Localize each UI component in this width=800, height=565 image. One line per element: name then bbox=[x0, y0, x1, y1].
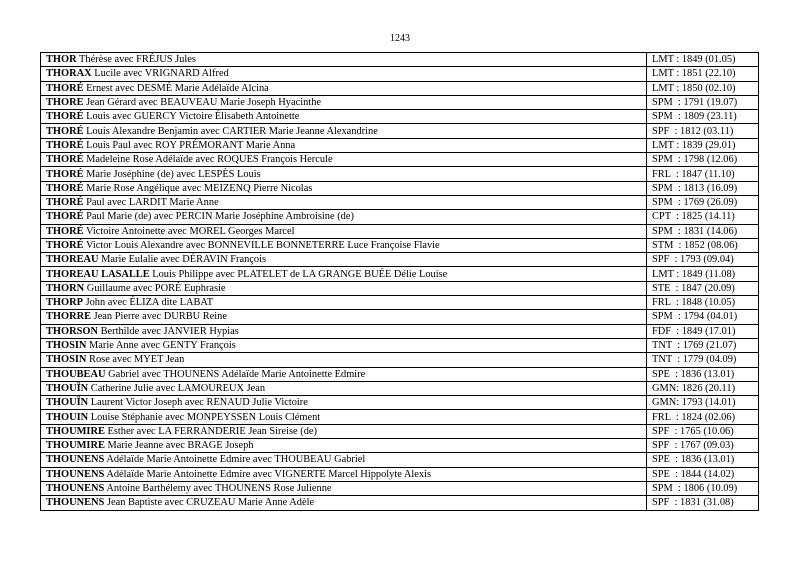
entry-details: Marie Anne avec GENTY François bbox=[89, 340, 236, 352]
entry-reference: TNT : 1769 (21.07) bbox=[647, 338, 759, 352]
table-row bbox=[41, 310, 759, 324]
entry-reference: SPM : 1831 (14.06) bbox=[647, 224, 759, 238]
entry-details: Louise Stéphanie avec MONPEYSSEN Louis Clément bbox=[90, 411, 321, 423]
entry-details: Thérèse avec FRÉJUS Jules bbox=[79, 54, 196, 66]
entry-reference: SPM : 1794 (04.01) bbox=[647, 310, 759, 324]
entry-names-cell bbox=[41, 496, 647, 510]
entry-details: Catherine Julie avec LAMOUREUX Jean bbox=[90, 382, 266, 394]
entry-details: Paul Marie (de) avec PERCIN Marie Joséphine Ambroisine (de) bbox=[86, 211, 354, 223]
entry-names-cell bbox=[41, 81, 647, 95]
entry-details: Ernest avec DESMÉ Marie Adélaïde Alcina bbox=[86, 82, 269, 94]
entry-names-cell bbox=[41, 267, 647, 281]
table-row bbox=[41, 67, 759, 81]
table-row bbox=[41, 381, 759, 395]
entry-reference: STM : 1852 (08.06) bbox=[647, 238, 759, 252]
table-row bbox=[41, 439, 759, 453]
table-row bbox=[41, 238, 759, 252]
entry-names-cell bbox=[41, 324, 647, 338]
entry-surname: THOUÏN bbox=[46, 382, 89, 394]
entry-names-cell bbox=[41, 153, 647, 167]
register-rows bbox=[41, 53, 759, 511]
entry-names-cell bbox=[41, 453, 647, 467]
entry-surname: THOUMIRE bbox=[46, 425, 105, 437]
entry-details: Lucile avec VRIGNARD Alfred bbox=[94, 68, 229, 80]
entry-reference: SPF : 1793 (09.04) bbox=[647, 253, 759, 267]
entry-reference: STE : 1847 (20.09) bbox=[647, 281, 759, 295]
entry-names-cell bbox=[41, 53, 647, 67]
entry-details: Jean Pierre avec DURBU Reine bbox=[93, 311, 227, 323]
entry-details: Laurent Victor Joseph avec RENAUD Julie Victoire bbox=[90, 397, 308, 409]
table-row bbox=[41, 367, 759, 381]
table-row bbox=[41, 110, 759, 124]
entry-reference: LMT : 1850 (02.10) bbox=[647, 81, 759, 95]
entry-surname: THOUMIRE bbox=[46, 440, 105, 452]
table-row bbox=[41, 153, 759, 167]
entry-surname: THORRE bbox=[46, 311, 92, 323]
table-row bbox=[41, 53, 759, 67]
table-row bbox=[41, 181, 759, 195]
entry-names-cell bbox=[41, 367, 647, 381]
entry-details: Victor Louis Alexandre avec BONNEVILLE BONNETERRE Luce Françoise Flavie bbox=[85, 240, 440, 251]
entry-reference: LMT : 1851 (22.10) bbox=[647, 67, 759, 81]
entry-details: Paul avec LARDIT Marie Anne bbox=[86, 197, 219, 209]
entry-details: Marie Joséphine (de) avec LESPÈS Louis bbox=[86, 168, 261, 180]
entry-reference: FRL : 1824 (02.06) bbox=[647, 410, 759, 424]
entry-surname: THOREAU LASALLE bbox=[46, 268, 150, 280]
entry-surname: THORÉ bbox=[46, 168, 84, 180]
entry-surname: THOUNENS bbox=[46, 483, 105, 495]
entry-names-cell bbox=[41, 467, 647, 481]
entry-surname: THORÉ bbox=[46, 197, 84, 209]
entry-names-cell bbox=[41, 95, 647, 109]
table-row bbox=[41, 281, 759, 295]
entry-names-cell bbox=[41, 439, 647, 453]
entry-surname: THORÉ bbox=[46, 225, 84, 237]
entry-reference: LMT : 1849 (11.08) bbox=[647, 267, 759, 281]
entry-surname: THORP bbox=[46, 297, 83, 309]
entry-reference: SPE : 1844 (14.02) bbox=[647, 467, 759, 481]
entry-reference: SPF : 1765 (10.06) bbox=[647, 424, 759, 438]
entry-reference: SPM : 1813 (16.09) bbox=[647, 181, 759, 195]
entry-reference: SPE : 1836 (13.01) bbox=[647, 367, 759, 381]
entry-details: Marie Rose Angélique avec MEIZENQ Pierre Nicolas bbox=[86, 182, 313, 194]
entry-surname: THORÉ bbox=[46, 82, 84, 94]
entry-details: Victoire Antoinette avec MOREL Georges Marcel bbox=[85, 225, 295, 237]
table-row bbox=[41, 224, 759, 238]
entry-surname: THORE bbox=[46, 97, 84, 109]
table-row bbox=[41, 138, 759, 152]
entry-details: Jean Baptiste avec CRUZEAU Marie Anne Adèle bbox=[106, 497, 315, 509]
table-row bbox=[41, 410, 759, 424]
entry-reference: SPM : 1791 (19.07) bbox=[647, 95, 759, 109]
entry-reference: FDF : 1849 (17.01) bbox=[647, 324, 759, 338]
entry-surname: THORÉ bbox=[46, 211, 84, 223]
entry-details: Guillaume avec PORÉ Euphrasie bbox=[86, 282, 226, 294]
entry-reference: LMT : 1849 (01.05) bbox=[647, 53, 759, 67]
table-row bbox=[41, 496, 759, 510]
entry-details: Berthilde avec JANVIER Hypias bbox=[100, 325, 239, 337]
table-row bbox=[41, 167, 759, 181]
entry-surname: THOSIN bbox=[46, 354, 87, 366]
table-row bbox=[41, 338, 759, 352]
entry-details: Antoine Barthélemy avec THOUNENS Rose Julienne bbox=[106, 483, 332, 495]
page-number: 1243 bbox=[390, 33, 410, 44]
entry-details: Louis Philippe avec PLATELET de LA GRANGE BUÉE Délie Louise bbox=[152, 268, 448, 280]
entry-surname: THOUNENS bbox=[46, 468, 105, 480]
entry-details: Marie Jeanne avec BRAGE Joseph bbox=[107, 440, 254, 452]
entry-surname: THORÉ bbox=[46, 240, 84, 251]
entry-reference: FRL : 1847 (11.10) bbox=[647, 167, 759, 181]
entry-details: Adélaïde Marie Antoinette Edmire avec THOUBEAU Gabriel bbox=[106, 454, 366, 466]
entry-reference: SPF : 1767 (09.03) bbox=[647, 439, 759, 453]
entry-names-cell bbox=[41, 481, 647, 495]
entry-surname: THOREAU bbox=[46, 254, 99, 266]
table-row bbox=[41, 424, 759, 438]
entry-reference: SPM : 1798 (12.06) bbox=[647, 153, 759, 167]
entry-reference: FRL : 1848 (10.05) bbox=[647, 296, 759, 310]
entry-surname: THORN bbox=[46, 282, 85, 294]
entry-names-cell bbox=[41, 281, 647, 295]
entry-names-cell bbox=[41, 338, 647, 352]
entry-details: Adélaïde Marie Antoinette Edmire avec VIGNERTE Marcel Hippolyte Alexis bbox=[106, 468, 432, 480]
entry-names-cell bbox=[41, 167, 647, 181]
entry-surname: THORÉ bbox=[46, 111, 84, 123]
entry-reference: TNT : 1779 (04.09) bbox=[647, 353, 759, 367]
entry-names-cell bbox=[41, 381, 647, 395]
entry-reference: SPM : 1809 (23.11) bbox=[647, 110, 759, 124]
entry-surname: THOUNENS bbox=[46, 497, 105, 509]
entry-details: Louis Paul avec ROY PRÉMORANT Marie Anna bbox=[86, 139, 296, 151]
entry-reference: CPT : 1825 (14.11) bbox=[647, 210, 759, 224]
entry-surname: THOUIN bbox=[46, 411, 89, 423]
entry-surname: THORSON bbox=[46, 325, 98, 337]
table-row bbox=[41, 195, 759, 209]
entry-reference: SPE : 1836 (13.01) bbox=[647, 453, 759, 467]
entry-names-cell bbox=[41, 424, 647, 438]
entry-names-cell bbox=[41, 410, 647, 424]
entry-surname: THOUÏN bbox=[46, 397, 89, 409]
table-row bbox=[41, 353, 759, 367]
entry-names-cell bbox=[41, 181, 647, 195]
entry-names-cell bbox=[41, 210, 647, 224]
entry-reference: SPF : 1812 (03.11) bbox=[647, 124, 759, 138]
entry-names-cell bbox=[41, 138, 647, 152]
table-row bbox=[41, 81, 759, 95]
entry-details: John avec ÉLIZA dite LABAT bbox=[85, 297, 214, 309]
entry-surname: THOR bbox=[46, 54, 77, 66]
entry-reference: LMT : 1839 (29.01) bbox=[647, 138, 759, 152]
entry-names-cell bbox=[41, 396, 647, 410]
entry-details: Rose avec MYET Jean bbox=[89, 354, 185, 366]
entry-reference: GMN: 1826 (20.11) bbox=[647, 381, 759, 395]
entry-reference: SPM : 1806 (10.09) bbox=[647, 481, 759, 495]
entry-surname: THOSIN bbox=[46, 340, 87, 352]
entry-names-cell bbox=[41, 310, 647, 324]
table-row bbox=[41, 124, 759, 138]
table-row bbox=[41, 481, 759, 495]
entry-names-cell bbox=[41, 124, 647, 138]
entry-surname: THOUBEAU bbox=[46, 368, 106, 380]
table-row bbox=[41, 95, 759, 109]
entry-surname: THORÉ bbox=[46, 125, 84, 137]
entry-names-cell bbox=[41, 238, 647, 252]
entry-reference: SPF : 1831 (31.08) bbox=[647, 496, 759, 510]
entry-details: Gabriel avec THOUNENS Adélaïde Marie Antoinette Edmire bbox=[108, 368, 366, 380]
entry-details: Louis avec GUERCY Victoire Élisabeth Antoinette bbox=[86, 111, 300, 123]
entry-surname: THORÉ bbox=[46, 182, 84, 194]
table-row bbox=[41, 267, 759, 281]
entry-surname: THOUNENS bbox=[46, 454, 105, 466]
table-row bbox=[41, 210, 759, 224]
table-row bbox=[41, 253, 759, 267]
entry-names-cell bbox=[41, 67, 647, 81]
entry-reference: SPM : 1769 (26.09) bbox=[647, 195, 759, 209]
entry-reference: GMN: 1793 (14.01) bbox=[647, 396, 759, 410]
entry-details: Marie Eulalie avec DÉRAVIN François bbox=[101, 254, 267, 266]
table-row bbox=[41, 296, 759, 310]
entry-surname: THORAX bbox=[46, 68, 92, 80]
entry-details: Madeleine Rose Adélaïde avec ROQUES François Hercule bbox=[86, 154, 333, 166]
entry-surname: THORÉ bbox=[46, 139, 84, 151]
table-row bbox=[41, 467, 759, 481]
entry-names-cell bbox=[41, 224, 647, 238]
entry-details: Esther avec LA FERRANDERIE Jean Sireise (de) bbox=[107, 425, 317, 437]
entry-details: Jean Gérard avec BEAUVEAU Marie Joseph Hyacinthe bbox=[86, 97, 322, 109]
marriage-register-table bbox=[40, 52, 759, 511]
entry-surname: THORÉ bbox=[46, 154, 84, 166]
table-row bbox=[41, 453, 759, 467]
entry-names-cell bbox=[41, 253, 647, 267]
entry-names-cell bbox=[41, 195, 647, 209]
table-row bbox=[41, 324, 759, 338]
entry-names-cell bbox=[41, 353, 647, 367]
entry-names-cell bbox=[41, 296, 647, 310]
entry-details: Louis Alexandre Benjamin avec CARTIER Marie Jeanne Alexandrine bbox=[86, 125, 378, 137]
entry-names-cell bbox=[41, 110, 647, 124]
table-row bbox=[41, 396, 759, 410]
